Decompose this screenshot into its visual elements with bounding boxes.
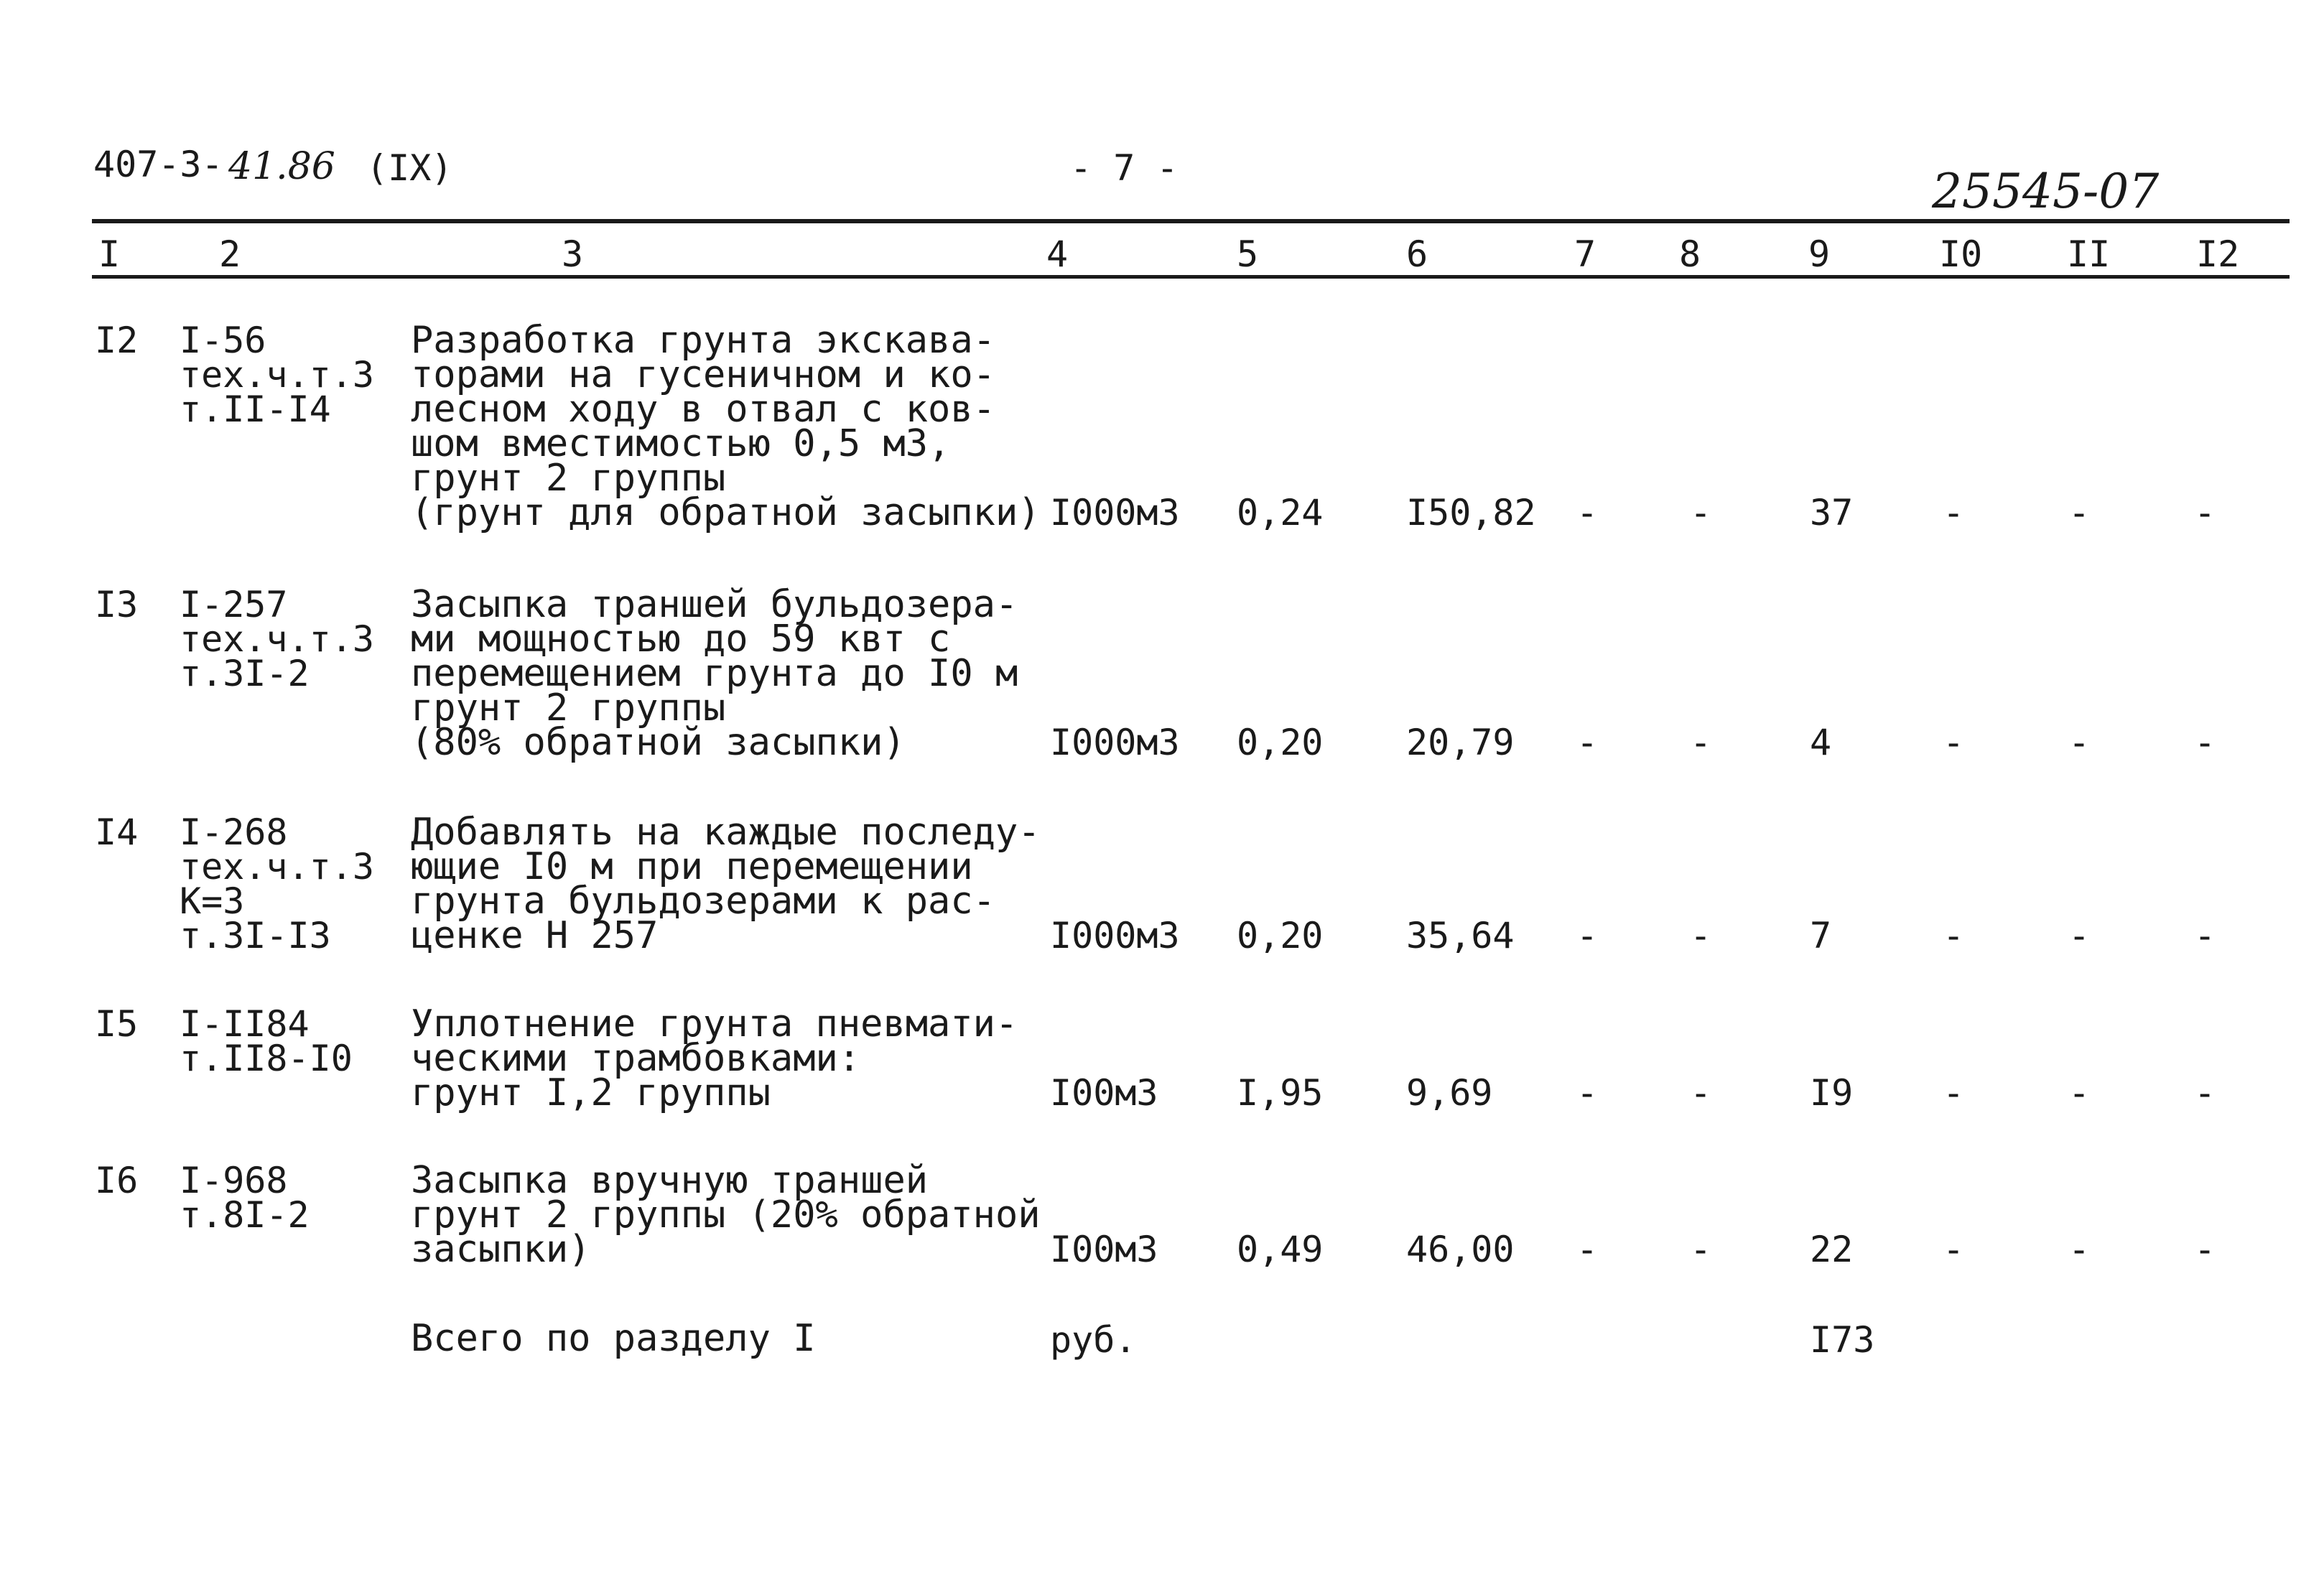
work-description: грунт I,2 группы bbox=[411, 1071, 771, 1114]
work-description: Засыпка траншей бульдозера- bbox=[411, 583, 1018, 626]
work-description: грунт 2 группы bbox=[411, 457, 726, 500]
unit-price: 20,79 bbox=[1406, 722, 1515, 763]
column-12: - bbox=[2194, 1229, 2216, 1270]
work-description: грунта бульдозерами к рас- bbox=[411, 880, 995, 923]
work-description: ценке Н 257 bbox=[411, 914, 659, 957]
column-header: 7 bbox=[1574, 233, 1596, 275]
column-7: - bbox=[1576, 1229, 1599, 1270]
quantity: 0,24 bbox=[1237, 492, 1324, 534]
work-description: Уплотнение грунта пневмати- bbox=[411, 1002, 1018, 1046]
document-code: 407-3- bbox=[93, 144, 223, 185]
unit: I00м3 bbox=[1050, 1072, 1158, 1114]
column-12: - bbox=[2194, 492, 2216, 534]
norm-code: I-968 bbox=[180, 1160, 288, 1201]
work-description: грунт 2 группы (20% обратной bbox=[411, 1193, 1041, 1237]
work-description: торами на гусеничном и ко- bbox=[411, 353, 995, 396]
norm-code: т.8I-2 bbox=[180, 1194, 310, 1236]
total-cost: 4 bbox=[1810, 722, 1832, 763]
work-description: лесном ходу в отвал с ков- bbox=[411, 388, 995, 431]
norm-code: тех.ч.т.3 bbox=[180, 846, 374, 888]
column-11: - bbox=[2068, 722, 2091, 763]
column-7: - bbox=[1576, 915, 1599, 956]
column-7: - bbox=[1576, 492, 1599, 534]
section-total-value: I73 bbox=[1810, 1319, 1875, 1361]
norm-code: I-56 bbox=[180, 320, 266, 361]
column-header: 3 bbox=[562, 233, 584, 275]
column-12: - bbox=[2194, 722, 2216, 763]
work-description: перемещением грунта до I0 м bbox=[411, 652, 1018, 695]
norm-code: I-II84 bbox=[180, 1003, 310, 1045]
header-rule-top bbox=[92, 219, 2290, 223]
column-10: - bbox=[1943, 1229, 1965, 1270]
work-description: ми мощностью до 59 квт с bbox=[411, 618, 951, 661]
column-7: - bbox=[1576, 1072, 1599, 1114]
column-header: II bbox=[2067, 233, 2111, 275]
column-header: I bbox=[98, 233, 121, 275]
norm-code: I-257 bbox=[180, 584, 288, 625]
column-11: - bbox=[2068, 492, 2091, 534]
norm-code: тех.ч.т.3 bbox=[180, 354, 374, 396]
column-11: - bbox=[2068, 1229, 2091, 1270]
unit-price: I50,82 bbox=[1406, 492, 1536, 534]
column-header: 4 bbox=[1046, 233, 1069, 275]
work-description: (80% обратной засыпки) bbox=[411, 721, 906, 764]
work-description: (грунт для обратной засыпки) bbox=[411, 491, 1041, 534]
norm-code: I-268 bbox=[180, 811, 288, 853]
column-10: - bbox=[1943, 722, 1965, 763]
column-10: - bbox=[1943, 492, 1965, 534]
column-header: 2 bbox=[219, 233, 241, 275]
unit: I00м3 bbox=[1050, 1229, 1158, 1270]
column-header: I0 bbox=[1939, 233, 1983, 275]
column-header: 9 bbox=[1808, 233, 1831, 275]
column-8: - bbox=[1690, 722, 1712, 763]
page-number: - 7 - bbox=[1070, 147, 1179, 189]
norm-code: т.3I-2 bbox=[180, 653, 310, 694]
row-number: I5 bbox=[95, 1003, 139, 1045]
work-description: ческими трамбовками: bbox=[411, 1037, 861, 1080]
norm-code: тех.ч.т.3 bbox=[180, 618, 374, 660]
unit-price: 35,64 bbox=[1406, 915, 1515, 956]
norm-code: т.II-I4 bbox=[180, 388, 331, 430]
column-8: - bbox=[1690, 1229, 1712, 1270]
document-code-handwritten: 41.86 bbox=[228, 145, 335, 188]
work-description: Добавлять на каждые последу- bbox=[411, 811, 1041, 854]
work-description: шом вместимостью 0,5 м3, bbox=[411, 422, 951, 465]
column-header: I2 bbox=[2196, 233, 2240, 275]
total-cost: 7 bbox=[1810, 915, 1832, 956]
row-number: I6 bbox=[95, 1160, 139, 1201]
row-number: I3 bbox=[95, 584, 139, 625]
row-number: I2 bbox=[95, 320, 139, 361]
section-number: (IX) bbox=[366, 147, 453, 189]
column-11: - bbox=[2068, 915, 2091, 956]
work-description: ющие I0 м при перемещении bbox=[411, 845, 973, 888]
unit: I000м3 bbox=[1050, 915, 1180, 956]
column-11: - bbox=[2068, 1072, 2091, 1114]
column-12: - bbox=[2194, 915, 2216, 956]
total-cost: 37 bbox=[1810, 492, 1854, 534]
inventory-stamp: 25545-07 bbox=[1932, 164, 2160, 219]
unit-price: 9,69 bbox=[1406, 1072, 1493, 1114]
column-12: - bbox=[2194, 1072, 2216, 1114]
section-total-unit: руб. bbox=[1050, 1319, 1137, 1361]
norm-code: т.II8-I0 bbox=[180, 1038, 353, 1079]
quantity: 0,49 bbox=[1237, 1229, 1324, 1270]
column-7: - bbox=[1576, 722, 1599, 763]
norm-code: К=3 bbox=[180, 880, 245, 922]
column-10: - bbox=[1943, 915, 1965, 956]
work-description: Засыпка вручную траншей bbox=[411, 1159, 929, 1202]
column-8: - bbox=[1690, 915, 1712, 956]
quantity: 0,20 bbox=[1237, 915, 1324, 956]
work-description: Разработка грунта экскава- bbox=[411, 319, 995, 362]
total-cost: 22 bbox=[1810, 1229, 1854, 1270]
column-10: - bbox=[1943, 1072, 1965, 1114]
work-description: грунт 2 группы bbox=[411, 686, 726, 730]
unit: I000м3 bbox=[1050, 492, 1180, 534]
column-8: - bbox=[1690, 1072, 1712, 1114]
norm-code: т.3I-I3 bbox=[180, 915, 331, 956]
column-header: 8 bbox=[1679, 233, 1701, 275]
header-rule-bottom bbox=[92, 275, 2290, 279]
quantity: I,95 bbox=[1237, 1072, 1324, 1114]
total-cost: I9 bbox=[1810, 1072, 1854, 1114]
unit-price: 46,00 bbox=[1406, 1229, 1515, 1270]
quantity: 0,20 bbox=[1237, 722, 1324, 763]
row-number: I4 bbox=[95, 811, 139, 853]
work-description: засыпки) bbox=[411, 1228, 591, 1271]
column-header: 5 bbox=[1237, 233, 1259, 275]
column-header: 6 bbox=[1406, 233, 1428, 275]
column-8: - bbox=[1690, 492, 1712, 534]
section-total-label: Всего по разделу I bbox=[411, 1317, 816, 1360]
unit: I000м3 bbox=[1050, 722, 1180, 763]
